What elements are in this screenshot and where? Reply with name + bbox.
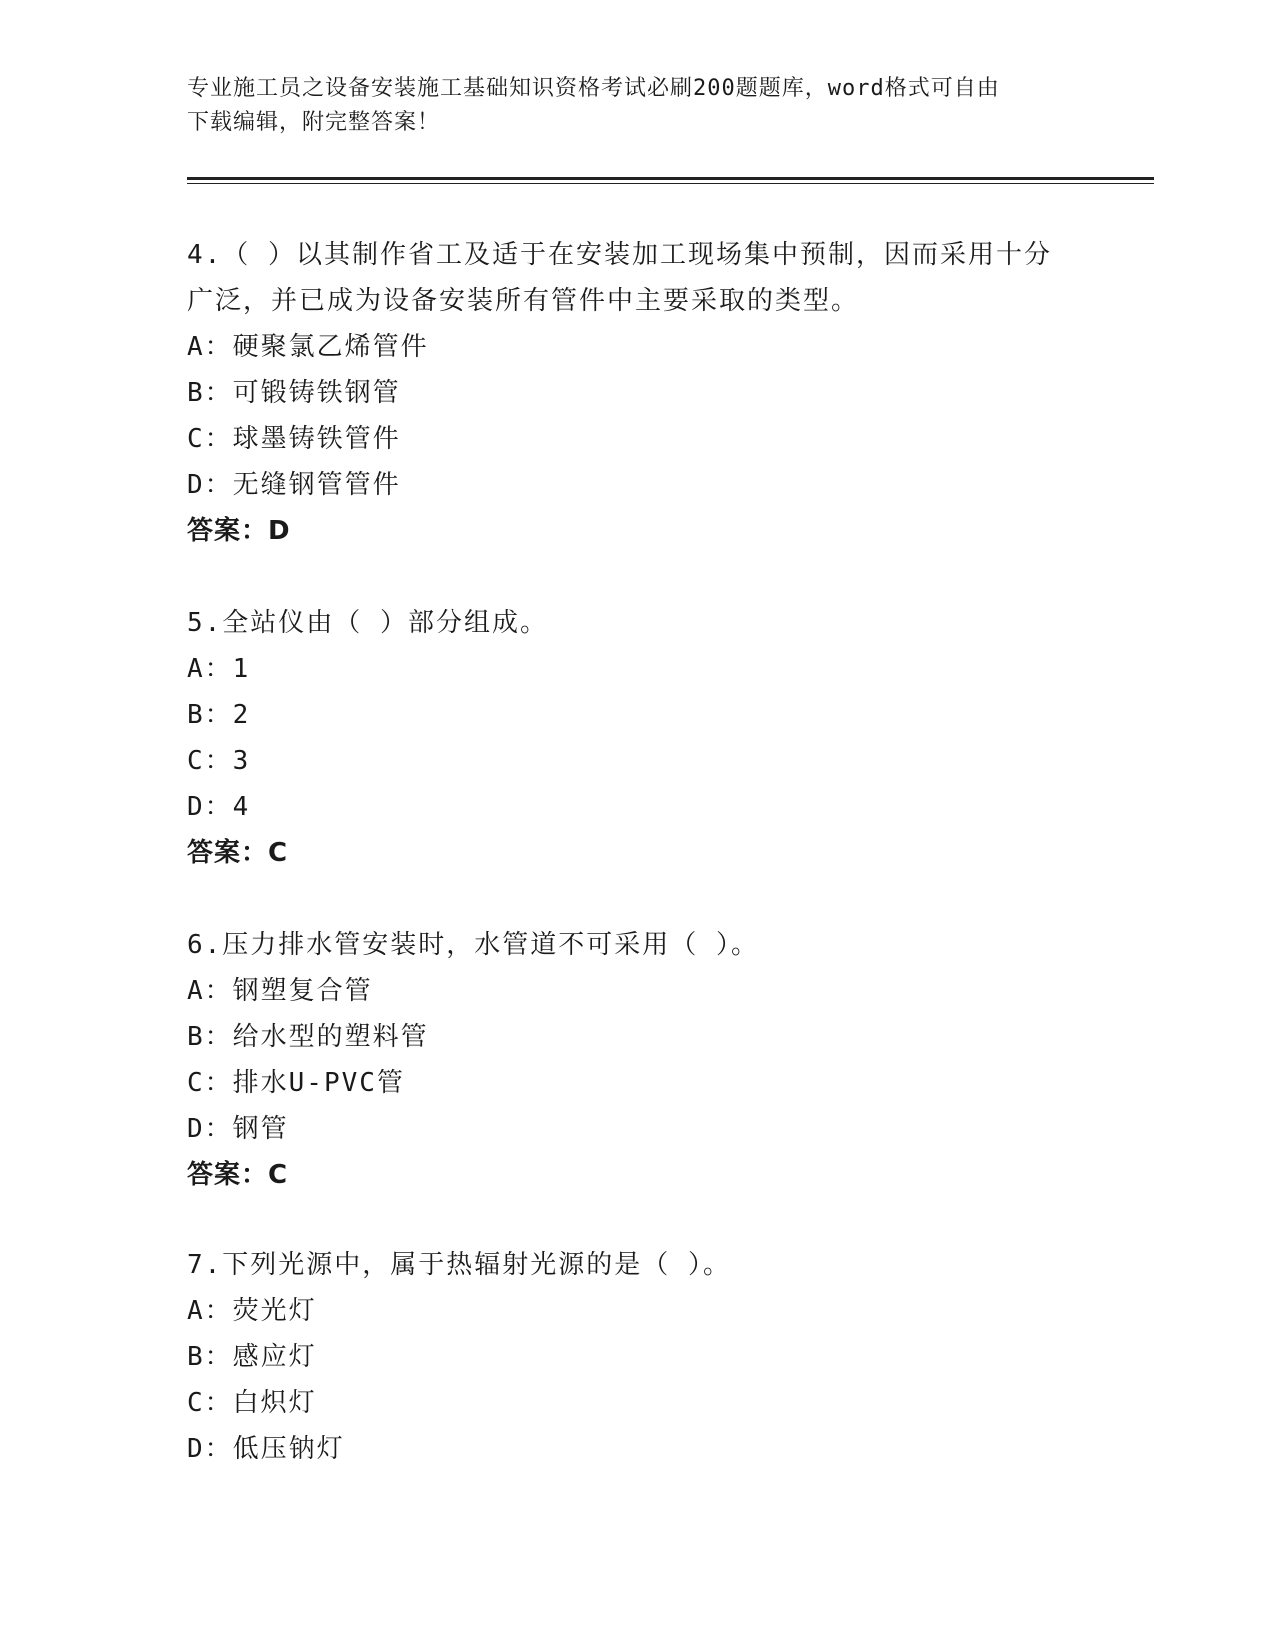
question-4 bbox=[187, 232, 1087, 554]
option-c: C：3 bbox=[187, 746, 251, 776]
document-header bbox=[187, 72, 1067, 140]
question-5 bbox=[187, 600, 1087, 876]
option-b: B：感应灯 bbox=[187, 1342, 317, 1372]
option-a: A：钢塑复合管 bbox=[187, 976, 373, 1006]
header-line-1: 专业施工员之设备安装施工基础知识资格考试必刷200题题库，word格式可自由 bbox=[187, 76, 1000, 101]
option-d: D：无缝钢管管件 bbox=[187, 470, 401, 500]
option-d: D：钢管 bbox=[187, 1114, 289, 1144]
option-d: D：4 bbox=[187, 792, 251, 822]
answer-label: 答案：C bbox=[187, 1160, 289, 1190]
option-c: C：白炽灯 bbox=[187, 1388, 317, 1418]
option-c: C：排水U-PVC管 bbox=[187, 1068, 405, 1098]
option-b: B：给水型的塑料管 bbox=[187, 1022, 429, 1052]
question-stem-line-2: 广泛，并已成为设备安装所有管件中主要采取的类型。 bbox=[187, 286, 860, 316]
option-b: B：2 bbox=[187, 700, 251, 730]
option-a: A：荧光灯 bbox=[187, 1296, 317, 1326]
answer-label: 答案：C bbox=[187, 838, 289, 868]
header-divider-thick bbox=[187, 177, 1154, 180]
question-stem-line-1: 7.下列光源中，属于热辐射光源的是（ ）。 bbox=[187, 1250, 731, 1280]
option-d: D：低压钠灯 bbox=[187, 1434, 345, 1464]
option-c: C：球墨铸铁管件 bbox=[187, 424, 401, 454]
question-stem-line-1: 4.（ ）以其制作省工及适于在安装加工现场集中预制，因而采用十分 bbox=[187, 240, 1052, 270]
question-6 bbox=[187, 922, 1087, 1198]
question-7 bbox=[187, 1242, 1087, 1472]
header-line-2: 下载编辑，附完整答案！ bbox=[187, 110, 441, 135]
option-a: A：1 bbox=[187, 654, 251, 684]
option-a: A：硬聚氯乙烯管件 bbox=[187, 332, 429, 362]
answer-label: 答案：D bbox=[187, 516, 291, 546]
option-b: B：可锻铸铁钢管 bbox=[187, 378, 401, 408]
question-stem-line-1: 5.全站仪由（ ）部分组成。 bbox=[187, 608, 548, 638]
question-stem-line-1: 6.压力排水管安装时，水管道不可采用（ ）。 bbox=[187, 930, 759, 960]
header-divider-thin bbox=[187, 183, 1154, 184]
